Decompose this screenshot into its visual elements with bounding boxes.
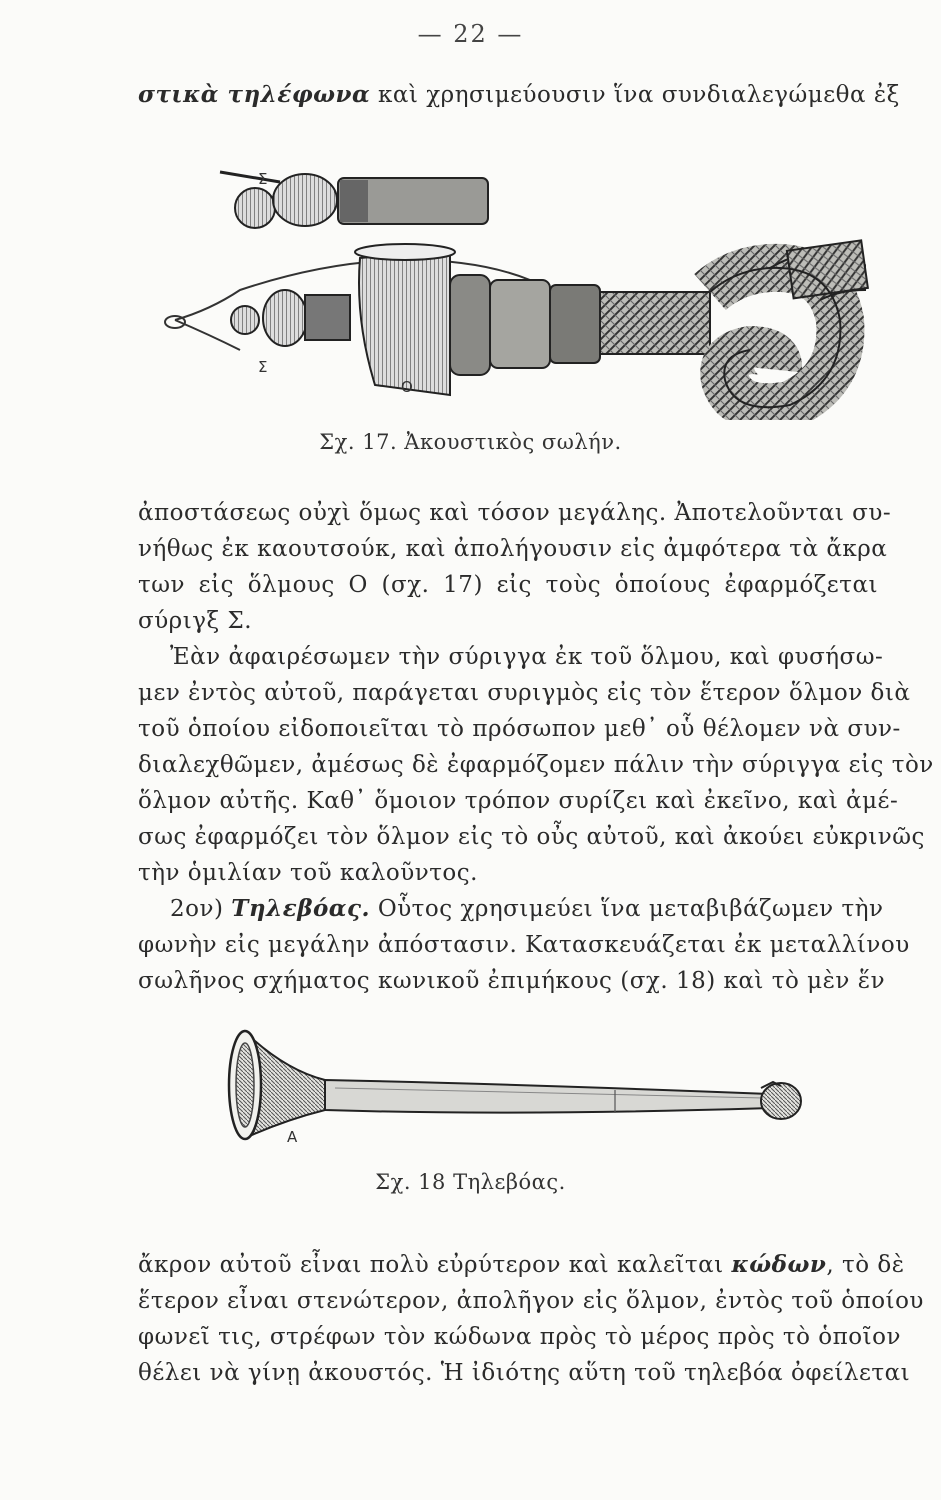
para2-line-3: τοῦ ὁποίου εἰδοποιεῖται τὸ πρόσωπον μεθ᾽ οὗ θέλομεν νὰ συν- — [138, 716, 901, 742]
term-acoustic-telephones: στικὰ τηλέφωνα — [138, 81, 371, 108]
para2-line-7: τὴν ὁμιλίαν τοῦ καλοῦντος. — [138, 860, 478, 886]
para2-line-2: μεν ἐντὸς αὐτοῦ, παράγεται συριγμὸς εἰς τὸν ἕτερον ὅλμον διὰ — [138, 680, 911, 706]
para4-line-1-pre: ἄκρον αὐτοῦ εἶναι πολὺ εὐρύτερον καὶ καλεῖται — [138, 1252, 732, 1278]
figure-17-label-omicron: Ο — [401, 378, 413, 396]
para3-line-2: φωνὴν εἰς μεγάλην ἀπόστασιν. Κατασκευάζεται ἐκ μεταλλίνου — [138, 932, 910, 958]
para2-line-1: Ἐὰν ἀφαιρέσωμεν τὴν σύριγγα ἐκ τοῦ ὅλμου, καὶ φυσήσω- — [170, 644, 884, 670]
term-bell: κώδων — [731, 1251, 827, 1278]
para4-line-1-post: , τὸ δὲ — [826, 1252, 905, 1278]
para2-line-6: σως ἐφαρμόζει τὸν ὅλμον εἰς τὸ οὖς αὐτοῦ, καὶ ἀκούει εὐκρινῶς — [138, 824, 925, 850]
section-title-megaphone: Τηλεβόας. — [231, 895, 371, 922]
figure-18-megaphone — [215, 1020, 815, 1160]
para2-line-4: διαλεχθῶμεν, ἀμέσως δὲ ἐφαρμόζομεν πάλιν τὴν σύριγγα εἰς τὸν — [138, 752, 934, 778]
top-line — [138, 80, 900, 110]
para2-line-5: ὅλμον αὐτῆς. Καθ᾽ ὅμοιον τρόπον συρίζει καὶ ἐκεῖνο, καὶ ἀμέ- — [138, 788, 899, 814]
para4-line-4: θέλει νὰ γίνῃ ἀκουστός. Ἡ ἰδιότης αὕτη τοῦ τηλεβόα ὀφείλεται — [138, 1360, 911, 1386]
para1-line-3: των εἰς ὅλμους Ο (σχ. 17) εἰς τοὺς ὁποίους ἐφαρμόζεται — [138, 572, 878, 598]
para3-line-1 — [170, 894, 884, 924]
para4-line-3: φωνεῖ τις, στρέφων τὸν κώδωνα πρὸς τὸ μέρος πρὸς τὸ ὁποῖον — [138, 1324, 901, 1350]
figure-17-label-sigma-top: Σ — [258, 170, 268, 188]
para3-line-3: σωλῆνος σχήματος κωνικοῦ ἐπιμήκους (σχ. 18) καὶ τὸ μὲν ἕν — [138, 968, 886, 994]
para3-line-1-text: Οὗτος χρησιμεύει ἵνα μεταβιβάζωμεν τὴν — [370, 896, 884, 922]
figure-17-label-sigma-bottom: Σ — [258, 358, 268, 376]
figure-18-caption: Σχ. 18 Τηλεβόας. — [375, 1170, 566, 1194]
para4-line-1 — [138, 1250, 905, 1280]
para1-line-4: σύριγξ Σ. — [138, 608, 253, 634]
para1-line-1: ἀποστάσεως οὐχὶ ὅμως καὶ τόσον μεγάλης. Ἀποτελοῦνται συ- — [138, 500, 892, 526]
para4-line-2: ἕτερον εἶναι στενώτερον, ἀπολῆγον εἰς ὅλμον, ἐντὸς τοῦ ὁποίου — [138, 1288, 924, 1314]
figure-17-caption: Σχ. 17. Ἀκουστικὸς σωλήν. — [319, 430, 622, 454]
page-number: — 22 — — [417, 20, 524, 48]
top-line-text: καὶ χρησιμεύουσιν ἵνα συνδιαλεγώμεθα ἐξ — [370, 82, 900, 108]
figure-18-label-a: A — [287, 1128, 298, 1146]
section-number: 2ον) — [170, 896, 232, 922]
para1-line-2: νήθως ἐκ καουτσούκ, καὶ ἀπολήγουσιν εἰς ἀμφότερα τὰ ἄκρα — [138, 536, 888, 562]
figure-17-acoustic-tube — [150, 160, 880, 420]
